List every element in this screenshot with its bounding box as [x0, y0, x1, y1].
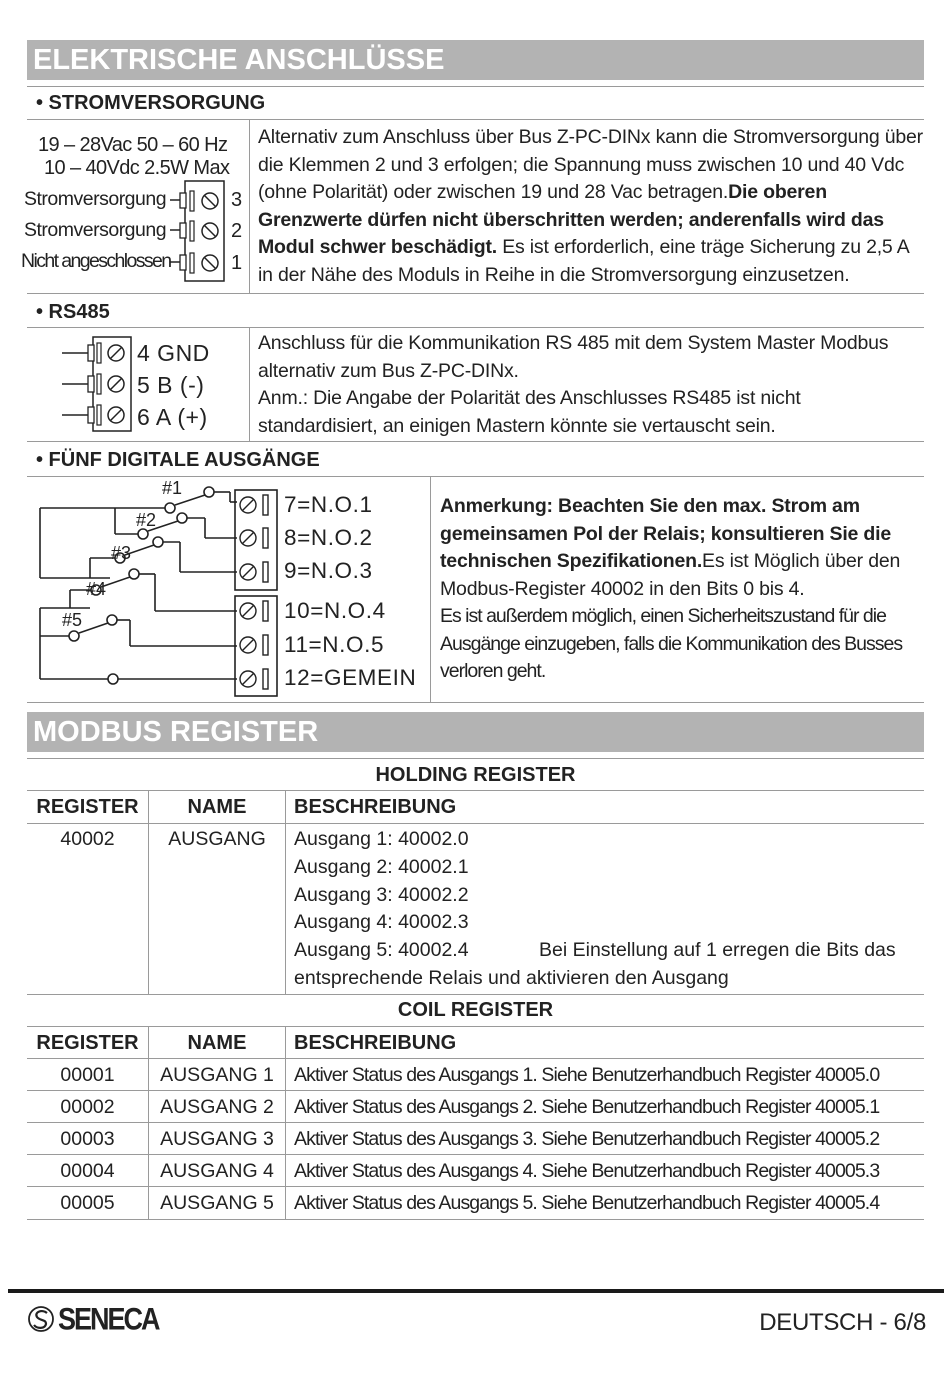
coil-row-description: Aktiver Status des Ausgangs 5. Siehe Benutzerhandbuch Register 40005.4 — [294, 1192, 880, 1214]
holding-line-5: Ausgang 5: 40002.4 — [294, 939, 469, 961]
outputs-description — [440, 493, 922, 686]
divider — [27, 790, 924, 791]
power-heading: • STROMVERSORGUNG — [36, 92, 266, 114]
rs485-heading: • RS485 — [36, 301, 110, 323]
holding-header-description: BESCHREIBUNG — [294, 796, 457, 818]
divider — [27, 441, 924, 442]
power-terminal-num-2: 2 — [231, 220, 243, 242]
output-terminal-7: 7=N.O.1 — [284, 492, 373, 517]
divider — [285, 1027, 286, 1219]
power-description — [258, 124, 924, 289]
divider — [27, 1154, 924, 1155]
coil-row-register: 00004 — [60, 1160, 115, 1182]
rs485-text-2: Anm.: Die Angabe der Polarität des Anschlusses RS485 ist nicht standardisiert, an einigen Mastern könnte sie vertauscht sein. — [258, 387, 801, 437]
coil-row-name: AUSGANG 5 — [160, 1192, 274, 1214]
divider — [27, 994, 924, 995]
coil-row-name: AUSGANG 2 — [160, 1096, 274, 1118]
divider — [249, 328, 250, 441]
divider — [430, 477, 431, 702]
divider — [27, 1058, 924, 1059]
output-terminal-10: 10=N.O.4 — [284, 598, 386, 623]
divider — [27, 1186, 924, 1187]
divider — [249, 120, 250, 293]
power-text-1: Alternativ zum Anschluss über Bus Z-PC-DINx kann die Stromversorgung über die Klemmen 2 und 3 erfolgen; die Spannung muss zwischen 10 und 40 Vdc (ohne Polarität) oder zwischen 19 und 28 Vac betragen. — [258, 126, 923, 203]
coil-row-register: 00003 — [60, 1128, 115, 1150]
holding-note: Bei Einstellung auf 1 erregen die Bits das — [539, 939, 896, 961]
coil-header-name: NAME — [187, 1032, 247, 1054]
coil-row-description: Aktiver Status des Ausgangs 1. Siehe Benutzerhandbuch Register 40005.0 — [294, 1064, 880, 1086]
divider — [27, 293, 924, 294]
coil-row-description: Aktiver Status des Ausgangs 4. Siehe Benutzerhandbuch Register 40005.3 — [294, 1160, 880, 1182]
divider — [27, 1122, 924, 1123]
footer-page-number: DEUTSCH - 6/8 — [759, 1309, 926, 1336]
holding-name-value: AUSGANG — [168, 828, 266, 850]
coil-row-name: AUSGANG 1 — [160, 1064, 274, 1086]
rs485-description — [258, 330, 924, 440]
power-terminal-num-3: 3 — [231, 189, 243, 211]
holding-line-4: Ausgang 4: 40002.3 — [294, 911, 469, 933]
power-terminal-label-1: Nicht angeschlossen — [21, 250, 171, 272]
divider — [148, 791, 149, 994]
footer-rule — [8, 1289, 944, 1293]
coil-header-description: BESCHREIBUNG — [294, 1032, 457, 1054]
section-title-modbus: MODBUS REGISTER — [27, 712, 924, 752]
divider — [27, 823, 924, 824]
divider — [285, 791, 286, 994]
coil-header-register: REGISTER — [36, 1032, 139, 1054]
relay-label-3: #3 — [111, 543, 132, 563]
power-text-warning: Die oberen Grenzwerte dürfen nicht überschritten werden; anderenfalls wird das Modul schwer beschädigt. — [258, 181, 884, 258]
power-spec-dc: 10 – 40Vdc 2.5W Max — [44, 157, 230, 179]
divider — [27, 758, 924, 759]
divider — [27, 1090, 924, 1091]
holding-register-value: 40002 — [60, 828, 115, 850]
power-spec-ac: 19 – 28Vac 50 – 60 Hz — [38, 134, 228, 156]
outputs-heading: • FÜNF DIGITALE AUSGÄNGE — [36, 449, 320, 471]
output-terminal-12: 12=GEMEIN — [284, 665, 417, 690]
seneca-logo-icon — [27, 1304, 57, 1334]
outputs-text-1: Es ist Möglich über den Modbus-Register 40002 in den Bits 0 bis 4. — [440, 550, 901, 600]
holding-line-1: Ausgang 1: 40002.0 — [294, 828, 469, 850]
coil-row-name: AUSGANG 3 — [160, 1128, 274, 1150]
coil-row-name: AUSGANG 4 — [160, 1160, 274, 1182]
holding-header-name: NAME — [187, 796, 247, 818]
outputs-text-note: Anmerkung: Beachten Sie den max. Strom am gemeinsamen Pol der Relais; konsultieren Sie die technischen Spezifikationen. — [440, 495, 891, 572]
power-terminal-label-2: Stromversorgung — [24, 219, 167, 241]
relay-label-1: #1 — [162, 478, 183, 498]
coil-row-register: 00005 — [60, 1192, 115, 1214]
divider — [27, 1026, 924, 1027]
relay-label-5: #5 — [62, 610, 83, 630]
coil-register-title: COIL REGISTER — [397, 999, 554, 1021]
coil-row-register: 00001 — [60, 1064, 115, 1086]
rs485-text-1: Anschluss für die Kommunikation RS 485 mit dem System Master Modbus alternativ zum Bus Z-PC-DINx. — [258, 332, 889, 382]
divider — [27, 476, 924, 477]
divider — [27, 86, 924, 87]
divider — [27, 327, 924, 328]
divider — [27, 1219, 924, 1220]
output-terminal-11: 11=N.O.5 — [284, 632, 385, 657]
relay-label-4: #4 — [86, 579, 107, 599]
coil-row-register: 00002 — [60, 1096, 115, 1118]
output-terminal-8: 8=N.O.2 — [284, 525, 373, 550]
section-title-electrical: ELEKTRISCHE ANSCHLÜSSE — [27, 40, 924, 80]
holding-line-3: Ausgang 3: 40002.2 — [294, 884, 469, 906]
divider — [27, 702, 924, 703]
holding-line-2: Ausgang 2: 40002.1 — [294, 856, 469, 878]
holding-header-register: REGISTER — [36, 796, 139, 818]
rs485-terminal-gnd: 4 GND — [137, 340, 210, 366]
output-terminal-9: 9=N.O.3 — [284, 558, 373, 583]
holding-note-2: entsprechende Relais und aktivieren den Ausgang — [294, 967, 729, 989]
relay-label-2: #2 — [136, 510, 157, 530]
coil-row-description: Aktiver Status des Ausgangs 2. Siehe Benutzerhandbuch Register 40005.1 — [294, 1096, 880, 1118]
rs485-terminal-a: 6 A (+) — [137, 404, 208, 430]
holding-register-title: HOLDING REGISTER — [375, 764, 576, 786]
power-text-2: Es ist erforderlich, eine träge Sicherung zu 2,5 A in der Nähe des Moduls in Reihe in die Stromversorgung einzusetzen. — [258, 236, 909, 286]
divider — [27, 119, 924, 120]
power-terminal-num-1: 1 — [231, 252, 243, 274]
coil-row-description: Aktiver Status des Ausgangs 3. Siehe Benutzerhandbuch Register 40005.2 — [294, 1128, 880, 1150]
footer-brand: SENECA — [58, 1302, 159, 1337]
rs485-terminal-b: 5 B (-) — [137, 372, 205, 398]
outputs-text-2: Es ist außerdem möglich, einen Sicherheitszustand für die Ausgänge einzugeben, falls die Kommunikation des Busses verloren geht. — [440, 605, 903, 682]
rs485-terminal-block-icon — [60, 334, 140, 434]
power-terminal-label-3: Stromversorgung — [24, 188, 167, 210]
